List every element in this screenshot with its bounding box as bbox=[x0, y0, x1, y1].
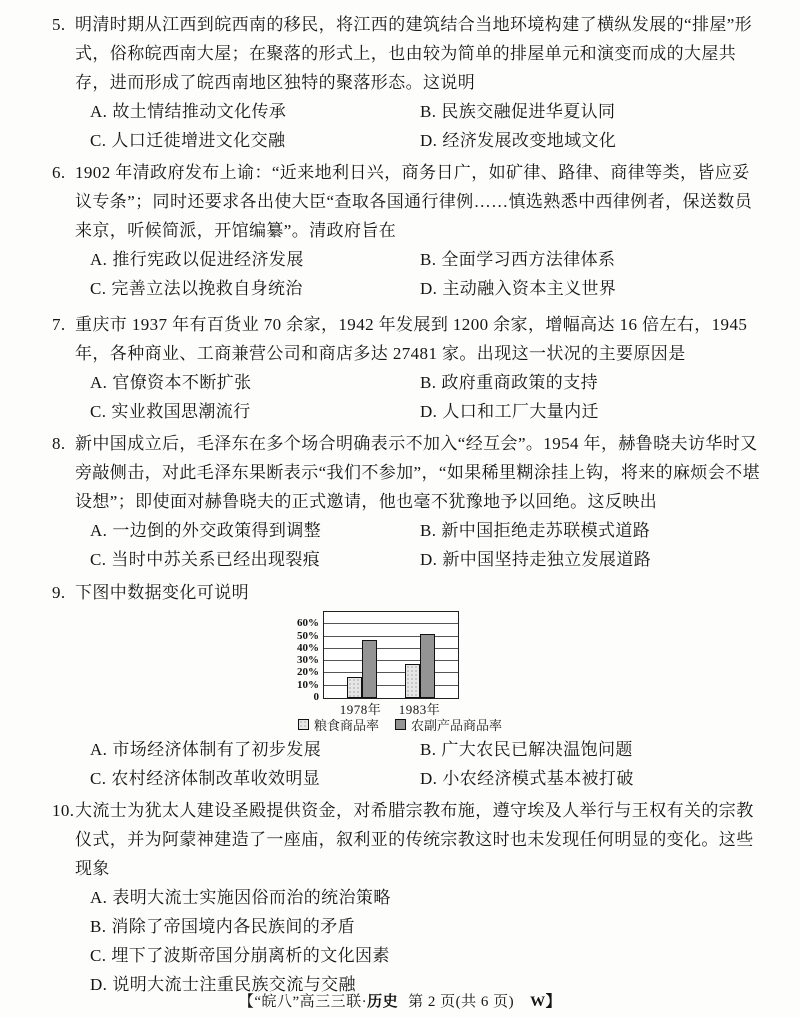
chart-y-tick-label: 40% bbox=[297, 641, 319, 654]
legend-label: 粮食商品率 bbox=[313, 718, 379, 733]
option-c: C. 农村经济体制改革收效明显 bbox=[90, 769, 321, 788]
question-8-options bbox=[90, 516, 762, 574]
chart-y-tick-label: 50% bbox=[297, 629, 319, 642]
option-c: C. 实业救国思潮流行 bbox=[90, 402, 251, 421]
question-10 bbox=[52, 796, 762, 999]
legend-label: 农副产品商品率 bbox=[411, 718, 503, 733]
question-7-stem bbox=[52, 310, 762, 368]
option-b: B. 全面学习西方法律体系 bbox=[420, 250, 616, 269]
option-b: B. 政府重商政策的支持 bbox=[420, 373, 598, 392]
question-text: 新中国成立后，毛泽东在多个场合明确表示不加入“经互会”。1954 年，赫鲁晓夫访华时又旁敲侧击，对此毛泽东果断表示“我们不参加”，“如果稀里糊涂挂上钩，将来的麻烦会不堪设想”；即使面对赫鲁晓夫的正式邀请，他也毫不犹豫地予以回绝。这反映出 bbox=[75, 434, 761, 511]
question-9-stem bbox=[52, 578, 762, 607]
chart-bar-light bbox=[405, 664, 420, 698]
question-6-stem bbox=[52, 158, 762, 245]
option-b: B. 民族交融促进华夏认同 bbox=[420, 102, 616, 121]
option-b: B. 消除了帝国境内各民族间的矛盾 bbox=[90, 917, 355, 936]
question-7-options bbox=[90, 368, 762, 426]
legend-swatch-icon bbox=[395, 719, 406, 730]
chart-bar-light bbox=[347, 677, 362, 698]
option-d: D. 新中国坚持走独立发展道路 bbox=[420, 550, 652, 569]
question-8 bbox=[52, 429, 762, 574]
page-footer bbox=[0, 990, 800, 1011]
option-d: D. 主动融入资本主义世界 bbox=[420, 279, 617, 298]
question-number: 6. bbox=[52, 163, 66, 182]
option-a: A. 推行宪政以促进经济发展 bbox=[90, 250, 304, 269]
question-9 bbox=[52, 578, 762, 793]
chart-x-tick-label: 1983年 bbox=[398, 702, 441, 717]
question-5-stem bbox=[52, 10, 762, 97]
option-b: B. 广大农民已解决温饱问题 bbox=[420, 740, 633, 759]
question-10-stem bbox=[52, 796, 762, 883]
question-number: 8. bbox=[52, 434, 66, 453]
chart-gridline bbox=[324, 648, 458, 649]
legend-item bbox=[395, 715, 502, 734]
chart-gridline bbox=[324, 685, 458, 686]
question-text: 下图中数据变化可说明 bbox=[75, 583, 249, 602]
option-c: C. 人口迁徙增进文化交融 bbox=[90, 131, 286, 150]
question-text: 大流士为犹太人建设圣殿提供资金，对希腊宗教布施，遵守埃及人举行与王权有关的宗教仪式，并为阿蒙神建造了一座庙，叙利亚的传统宗教这时也未发现任何明显的变化。这些现象 bbox=[75, 801, 754, 878]
chart-gridline bbox=[324, 672, 458, 673]
question-number: 10. bbox=[52, 801, 75, 820]
question-number: 5. bbox=[52, 15, 66, 34]
option-a: A. 官僚资本不断扩张 bbox=[90, 373, 252, 392]
chart-gridline bbox=[324, 660, 458, 661]
question-text: 明清时期从江西到皖西南的移民，将江西的建筑结合当地环境构建了横纵发展的“排屋”形式，俗称皖西南大屋；在聚落的形式上，也由较为简单的排屋单元和演变而成的大屋共存，进而形成了皖西南地区独特的聚落形态。这说明 bbox=[75, 15, 753, 92]
question-number: 7. bbox=[52, 315, 66, 334]
option-c: C. 完善立法以挽救自身统治 bbox=[90, 279, 303, 298]
question-10-options bbox=[90, 883, 762, 999]
option-a: A. 一边倒的外交政策得到调整 bbox=[90, 521, 322, 540]
legend-swatch-icon bbox=[298, 719, 309, 730]
option-b: B. 新中国拒绝走苏联模式道路 bbox=[420, 521, 651, 540]
question-text: 重庆市 1937 年有百货业 70 余家，1942 年发展到 1200 余家，增幅高达 16 倍左右，1945 年，各种商业、工商兼营公司和商店多达 27481 家。出现这一状况的主要原因是 bbox=[75, 315, 748, 363]
chart-gridline bbox=[324, 636, 458, 637]
option-a: A. 市场经济体制有了初步发展 bbox=[90, 740, 322, 759]
chart-bar-dark bbox=[362, 640, 377, 698]
question-8-stem bbox=[52, 429, 762, 516]
chart-gridline bbox=[324, 623, 458, 624]
chart-y-tick-label: 10% bbox=[297, 678, 319, 691]
chart-y-tick-label: 20% bbox=[297, 666, 319, 679]
question-9-options bbox=[90, 735, 762, 793]
chart-bar-dark bbox=[420, 634, 435, 698]
option-a: A. 故土情结推动文化传承 bbox=[90, 102, 287, 121]
option-d: D. 小农经济模式基本被打破 bbox=[420, 769, 634, 788]
legend-item bbox=[298, 715, 379, 734]
footer-prefix: 【“皖八”高三三联· bbox=[238, 994, 368, 1010]
question-text: 1902 年清政府发布上谕：“近来地利日兴，商务日广，如矿律、路律、商律等类，皆应妥议专条”；同时还要求各出使大臣“查取各国通行律例……慎选熟悉中西律例者，保送数员来京，听候简派，开馆编纂”。清政府旨在 bbox=[75, 163, 753, 240]
option-d: D. 说明大流士注重民族交流与交融 bbox=[90, 975, 356, 994]
option-c: C. 当时中苏关系已经出现裂痕 bbox=[90, 550, 321, 569]
footer-page-info: 第 2 页(共 6 页) bbox=[408, 994, 515, 1010]
commodity-rate-bar-chart bbox=[295, 609, 525, 733]
option-a: A. 表明大流士实施因俗而治的统治策略 bbox=[90, 888, 391, 907]
footer-mark: W】 bbox=[530, 994, 562, 1010]
chart-plot-area bbox=[323, 611, 459, 699]
option-d: D. 经济发展改变地域文化 bbox=[420, 131, 617, 150]
question-6 bbox=[52, 158, 762, 303]
chart-y-tick-label: 0 bbox=[313, 691, 319, 703]
chart-legend bbox=[295, 715, 505, 734]
option-d: D. 人口和工厂大量内迁 bbox=[420, 402, 599, 421]
question-number: 9. bbox=[52, 583, 66, 602]
chart-y-tick-label: 30% bbox=[297, 654, 319, 667]
footer-subject: 历史 bbox=[367, 994, 399, 1010]
question-5-options bbox=[90, 97, 762, 155]
chart-y-tick-label: 60% bbox=[297, 617, 319, 630]
question-5 bbox=[52, 10, 762, 155]
question-6-options bbox=[90, 245, 762, 303]
question-7 bbox=[52, 310, 762, 426]
chart-x-tick-label: 1978年 bbox=[339, 702, 382, 717]
option-c: C. 埋下了波斯帝国分崩离析的文化因素 bbox=[90, 946, 390, 965]
